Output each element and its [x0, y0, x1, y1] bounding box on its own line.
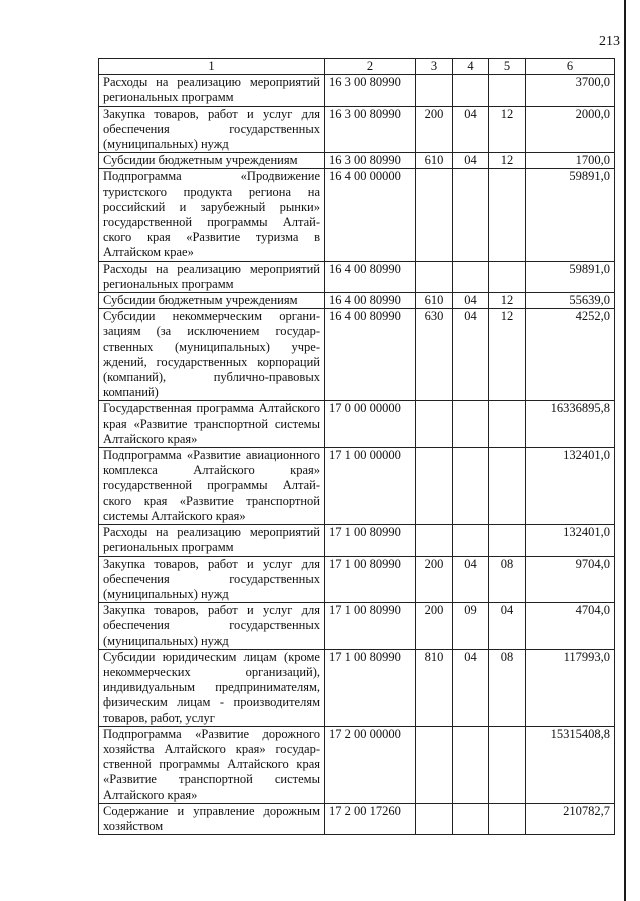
- cell-section: [453, 525, 489, 556]
- cell-amount: 210782,7: [526, 803, 615, 834]
- cell-subsection: [489, 261, 526, 292]
- cell-target-code: 16 3 00 80990: [325, 106, 416, 153]
- cell-expense-type: [416, 261, 453, 292]
- cell-target-code: 17 1 00 80990: [325, 603, 416, 650]
- table-row: [99, 309, 615, 401]
- cell-target-code: 16 4 00 80990: [325, 293, 416, 309]
- cell-section: [453, 448, 489, 525]
- cell-expense-type: 200: [416, 556, 453, 603]
- table-row: [99, 448, 615, 525]
- cell-expense-type: 630: [416, 309, 453, 401]
- table-row: [99, 556, 615, 603]
- cell-name: Расходы на реализацию мероприятий региональных программ: [99, 75, 325, 106]
- cell-section: 09: [453, 603, 489, 650]
- cell-name: Закупка товаров, работ и услуг для обеспечения государственных (муниципальных) нужд: [99, 106, 325, 153]
- cell-target-code: 17 0 00 00000: [325, 401, 416, 448]
- cell-name: Расходы на реализацию мероприятий региональных программ: [99, 261, 325, 292]
- cell-subsection: 12: [489, 309, 526, 401]
- cell-name: Подпрограмма «Развитие дорожного хозяйства Алтайского края» государственной программы Алтайского края «Развитие транспортной системы Алтайского края»: [99, 726, 325, 803]
- cell-section: [453, 169, 489, 261]
- cell-expense-type: [416, 803, 453, 834]
- table-row: [99, 525, 615, 556]
- table-row: [99, 803, 615, 834]
- table-row: [99, 261, 615, 292]
- cell-section: 04: [453, 106, 489, 153]
- cell-amount: 55639,0: [526, 293, 615, 309]
- column-header: 5: [489, 59, 526, 75]
- table-row: [99, 401, 615, 448]
- cell-target-code: 16 4 00 00000: [325, 169, 416, 261]
- cell-section: 04: [453, 309, 489, 401]
- cell-name: Содержание и управление дорожным хозяйством: [99, 803, 325, 834]
- cell-expense-type: [416, 448, 453, 525]
- column-header: 3: [416, 59, 453, 75]
- cell-section: 04: [453, 293, 489, 309]
- cell-subsection: 12: [489, 293, 526, 309]
- column-header: 1: [99, 59, 325, 75]
- column-header: 4: [453, 59, 489, 75]
- cell-target-code: 17 2 00 00000: [325, 726, 416, 803]
- cell-section: [453, 261, 489, 292]
- cell-name: Расходы на реализацию мероприятий региональных программ: [99, 525, 325, 556]
- table-row: [99, 75, 615, 106]
- cell-subsection: [489, 525, 526, 556]
- cell-target-code: 17 2 00 17260: [325, 803, 416, 834]
- cell-expense-type: 810: [416, 649, 453, 726]
- table-row: [99, 649, 615, 726]
- cell-amount: 132401,0: [526, 448, 615, 525]
- cell-subsection: 12: [489, 153, 526, 169]
- cell-subsection: 12: [489, 106, 526, 153]
- cell-subsection: [489, 448, 526, 525]
- cell-amount: 1700,0: [526, 153, 615, 169]
- cell-amount: 59891,0: [526, 261, 615, 292]
- cell-target-code: 17 1 00 80990: [325, 556, 416, 603]
- cell-section: [453, 803, 489, 834]
- cell-name: Субсидии бюджетным учреждениям: [99, 293, 325, 309]
- cell-section: [453, 75, 489, 106]
- cell-section: 04: [453, 556, 489, 603]
- cell-expense-type: [416, 726, 453, 803]
- cell-amount: 3700,0: [526, 75, 615, 106]
- cell-subsection: [489, 169, 526, 261]
- cell-expense-type: [416, 401, 453, 448]
- cell-target-code: 16 3 00 80990: [325, 75, 416, 106]
- cell-expense-type: 200: [416, 603, 453, 650]
- cell-amount: 2000,0: [526, 106, 615, 153]
- cell-target-code: 17 1 00 80990: [325, 649, 416, 726]
- table-body: [99, 75, 615, 835]
- cell-name: Субсидии бюджетным учреждениям: [99, 153, 325, 169]
- cell-subsection: [489, 726, 526, 803]
- cell-name: Государственная программа Алтайского края «Развитие транспортной системы Алтайского края»: [99, 401, 325, 448]
- cell-target-code: 16 3 00 80990: [325, 153, 416, 169]
- cell-amount: 117993,0: [526, 649, 615, 726]
- cell-expense-type: [416, 169, 453, 261]
- cell-amount: 4252,0: [526, 309, 615, 401]
- table-row: [99, 603, 615, 650]
- cell-amount: 59891,0: [526, 169, 615, 261]
- cell-target-code: 16 4 00 80990: [325, 261, 416, 292]
- cell-amount: 15315408,8: [526, 726, 615, 803]
- page-edge: [624, 0, 626, 901]
- cell-expense-type: 610: [416, 153, 453, 169]
- cell-target-code: 17 1 00 80990: [325, 525, 416, 556]
- cell-amount: 4704,0: [526, 603, 615, 650]
- cell-name: Подпрограмма «Развитие авиационного комплекса Алтайского края» государственной программы Алтайского края «Развитие транспортной системы Алтайского края»: [99, 448, 325, 525]
- cell-name: Подпрограмма «Продвижение туристского продукта региона на российский и зарубежный рынки» государственной программы Алтайского края «Развитие туризма в Алтайском крае»: [99, 169, 325, 261]
- table-row: [99, 106, 615, 153]
- cell-section: 04: [453, 649, 489, 726]
- cell-expense-type: [416, 75, 453, 106]
- column-header: 2: [325, 59, 416, 75]
- cell-amount: 132401,0: [526, 525, 615, 556]
- cell-name: Субсидии юридическим лицам (кроме некоммерческих организаций), индивидуальным предпринимателям, физическим лицам - производителям товаров, работ, услуг: [99, 649, 325, 726]
- cell-subsection: 04: [489, 603, 526, 650]
- cell-name: Закупка товаров, работ и услуг для обеспечения государственных (муниципальных) нужд: [99, 556, 325, 603]
- cell-subsection: [489, 401, 526, 448]
- table-row: [99, 169, 615, 261]
- cell-target-code: 16 4 00 80990: [325, 309, 416, 401]
- header-row: [99, 59, 615, 75]
- cell-expense-type: 610: [416, 293, 453, 309]
- cell-expense-type: [416, 525, 453, 556]
- cell-name: Субсидии некоммерческим организациям (за исключением государственных (муниципальных) учреждений, государственных корпораций (компаний), публично-правовых компаний): [99, 309, 325, 401]
- cell-section: [453, 726, 489, 803]
- cell-amount: 9704,0: [526, 556, 615, 603]
- cell-subsection: 08: [489, 649, 526, 726]
- cell-section: 04: [453, 153, 489, 169]
- cell-expense-type: 200: [416, 106, 453, 153]
- table-row: [99, 726, 615, 803]
- page-number: 213: [599, 34, 620, 49]
- table-row: [99, 293, 615, 309]
- cell-section: [453, 401, 489, 448]
- cell-name: Закупка товаров, работ и услуг для обеспечения государственных (муниципальных) нужд: [99, 603, 325, 650]
- cell-subsection: 08: [489, 556, 526, 603]
- cell-amount: 16336895,8: [526, 401, 615, 448]
- cell-target-code: 17 1 00 00000: [325, 448, 416, 525]
- cell-subsection: [489, 803, 526, 834]
- cell-subsection: [489, 75, 526, 106]
- column-header: 6: [526, 59, 615, 75]
- table-row: [99, 153, 615, 169]
- budget-table: [98, 58, 615, 835]
